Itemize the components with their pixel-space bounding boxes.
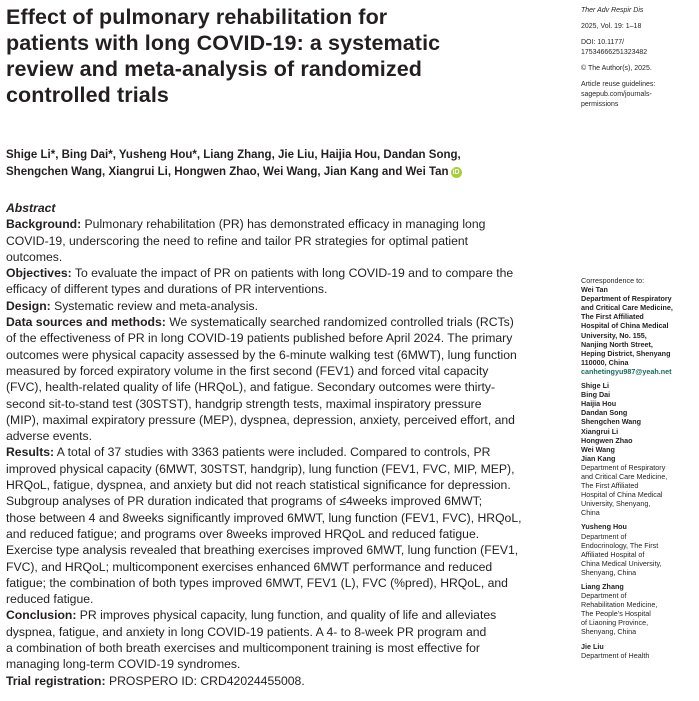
- affiliation-line: Affiliated Hospital of: [581, 549, 645, 559]
- author-name: Yusheng Hou: [581, 522, 627, 532]
- doi-label: DOI: 10.1177/: [581, 39, 625, 46]
- author-name: Hongwen Zhao: [581, 435, 633, 445]
- methods-line: second sit-to-stand test (30STST), handgrip strength tests, maximal inspiratory pressure: [6, 396, 482, 411]
- affiliation-line: and Critical Care Medicine,: [581, 471, 668, 481]
- address-line: The First Affiliated: [581, 312, 644, 322]
- results-line: Exercise type analysis revealed that breathing exercises improved 6MWT, lung function (FEV1,: [6, 543, 519, 558]
- author-name: Xiangrui Li: [581, 426, 619, 436]
- methods-line: Data sources and methods: We systematically searched randomized controlled trials (RCTs): [6, 315, 514, 330]
- affiliation-line: Department of Respiratory: [581, 462, 666, 472]
- journal-volume: 2025, Vol. 19: 1–18: [581, 23, 642, 30]
- title-line: review and meta-analysis of randomized: [6, 57, 423, 81]
- title-line: controlled trials: [6, 83, 169, 107]
- reuse-link[interactable]: sagepub.com/journals-: [581, 91, 652, 98]
- affiliation-line: Rehabilitation Medicine,: [581, 600, 658, 610]
- objectives-line: efficacy of different types and durations of PR interventions.: [6, 282, 328, 297]
- affiliation-line: Shenyang, China: [581, 567, 637, 577]
- doi-value[interactable]: 17534666251323482: [581, 49, 648, 56]
- registration-line: Trial registration: PROSPERO ID: CRD42024455008.: [6, 673, 305, 688]
- address-line: Hospital of China Medical: [581, 321, 669, 331]
- results-line: reduced fatigue.: [6, 592, 94, 607]
- journal-info: [581, 6, 696, 110]
- title-line: Effect of pulmonary rehabilitation for: [6, 5, 388, 29]
- author-name: Liang Zhang: [581, 582, 624, 591]
- conclusion-line: managing long-term COVID-19 syndromes.: [6, 657, 241, 672]
- author-name: Dandan Song: [581, 408, 628, 418]
- address-line: and Critical Care Medicine,: [581, 303, 673, 313]
- affiliation-line: Shenyang, China: [581, 627, 637, 637]
- results-line: those between 4 and 8weeks significantly improved 6MWT, lung function (FEV1, FVC), HRQoL,: [6, 510, 522, 525]
- journal-name: Ther Adv Respir Dis: [581, 7, 644, 14]
- methods-line: outcomes were physical capacity assessed by the 6-minute walking test (6MWT), lung function: [6, 347, 517, 362]
- author-line-2: [6, 164, 566, 181]
- background-line: Background: Pulmonary rehabilitation (PR) has demonstrated efficacy in managing long: [6, 217, 486, 232]
- conclusion-line: dyspnea, fatigue, and anxiety in long COVID-19 patients. A 4- to 8-week PR program and: [6, 624, 487, 639]
- author-list: [6, 147, 566, 181]
- affiliation-line: China: [581, 508, 600, 518]
- reuse-link[interactable]: permissions: [581, 101, 619, 108]
- address-line: Heping District, Shenyang: [581, 348, 671, 358]
- affiliation-line: Department of Health: [581, 650, 650, 660]
- correspondence-label: Correspondence to:: [581, 276, 645, 285]
- address-line: 110000, China: [581, 357, 629, 367]
- author-name: Jie Liu: [581, 641, 604, 651]
- author-name: Bing Dai: [581, 390, 611, 400]
- results-label: Results:: [6, 445, 55, 460]
- conclusion-label: Conclusion:: [6, 608, 77, 623]
- results-line: fatigue; the combination of both types improved 6MWT, FEV1 (L), FVC (%pred), HRQoL, and: [6, 575, 508, 590]
- registration-label: Trial registration:: [6, 673, 106, 688]
- methods-line: measured by forced expiratory volume in the first second (FEV1) and forced vital capacity: [6, 363, 489, 378]
- reuse-line: Article reuse guidelines:: [581, 81, 656, 88]
- copyright: © The Author(s), 2025.: [581, 65, 652, 72]
- methods-line: adverse events.: [6, 429, 93, 444]
- design-line: Design: Systematic review and meta-analysis.: [6, 298, 258, 313]
- address-line: Department of Respiratory: [581, 294, 672, 304]
- correspondence-column: [581, 276, 697, 660]
- methods-label: Data sources and methods:: [6, 315, 166, 330]
- results-line: improved physical capacity (6MWT, 30STST, handgrip), lung function (FEV1, FVC, MIP, MEP),: [6, 461, 515, 476]
- background-line: COVID-19, underscoring the need to refine and tailor PR strategies for optimal patient: [6, 233, 469, 248]
- methods-line: of the effectiveness of PR in long COVID-19 patients published before April 2024. The primary: [6, 331, 513, 346]
- affiliation-line: Department of: [581, 591, 627, 601]
- affiliation-line: The People’s Hospital: [581, 609, 651, 619]
- orcid-icon[interactable]: iD: [452, 169, 460, 176]
- author-line: Shengchen Wang, Xiangrui Li, Hongwen Zhao, Wei Wang, Jian Kang and Wei Tan: [6, 166, 449, 178]
- results-line: FVC), and HRQoL; multicomponent exercises enhanced 6MWT performance and reduced: [6, 559, 493, 574]
- author-name: Jian Kang: [581, 453, 616, 463]
- methods-line: (MIP), maximal expiratory pressure (MEP), dyspnea, depression, anxiety, perceived effort, and: [6, 412, 515, 427]
- affiliation-line: of Liaoning Province,: [581, 618, 649, 628]
- results-line: and reduced fatigue; and programs over 8weeks improved HRQoL and reduced fatigue.: [6, 526, 480, 541]
- abstract: [6, 200, 572, 689]
- author-line: Shige Li*, Bing Dai*, Yusheng Hou*, Liang Zhang, Jie Liu, Haijia Hou, Dandan Song,: [6, 149, 461, 161]
- objectives-line: Objectives: To evaluate the impact of PR on patients with long COVID-19 and to compare the: [6, 266, 514, 281]
- address-line: Nanjing North Street,: [581, 339, 653, 349]
- results-line: Results: A total of 37 studies with 3363 patients were included. Compared to controls, PR: [6, 445, 491, 460]
- methods-line: (FVC), health-related quality of life (HRQoL), and fatigue. Secondary outcomes were thirty-: [6, 380, 496, 395]
- title-line: patients with long COVID-19: a systematic: [6, 31, 441, 55]
- author-name: Wei Wang: [581, 444, 615, 454]
- affiliation-line: Department of: [581, 531, 627, 541]
- article-title: [6, 4, 566, 108]
- objectives-label: Objectives:: [6, 266, 72, 281]
- results-line: HRQoL, fatigue, dyspnea, and anxiety but did not reach statistical significance for depression.: [6, 478, 511, 493]
- affiliation-line: China Medical University,: [581, 558, 662, 568]
- correspondence-name: Wei Tan: [581, 285, 608, 295]
- conclusion-line: a combination of both breath exercises and multicomponent training is most effective for: [6, 641, 480, 656]
- conclusion-line: Conclusion: PR improves physical capacity, lung function, and quality of life and alleviates: [6, 608, 497, 623]
- address-line: University, No. 155,: [581, 330, 647, 340]
- background-label: Background:: [6, 217, 82, 232]
- author-name: Shige Li: [581, 381, 609, 391]
- affiliation-line: Hospital of China Medical: [581, 490, 663, 500]
- author-name: Haijia Hou: [581, 399, 617, 409]
- results-line: Subgroup analyses of PR duration indicated that programs of ≤4weeks improved 6MWT;: [6, 494, 483, 509]
- correspondence-email[interactable]: canhetingyu987@yeah.net: [581, 366, 672, 376]
- affiliation-line: The First Affiliated: [581, 481, 639, 491]
- affiliation-line: Endocrinology, The First: [581, 540, 659, 550]
- design-label: Design:: [6, 298, 51, 313]
- abstract-heading: Abstract: [6, 201, 56, 215]
- author-name: Shengchen Wang: [581, 417, 642, 427]
- background-line: outcomes.: [6, 249, 63, 264]
- affiliation-line: University, Shenyang,: [581, 499, 651, 509]
